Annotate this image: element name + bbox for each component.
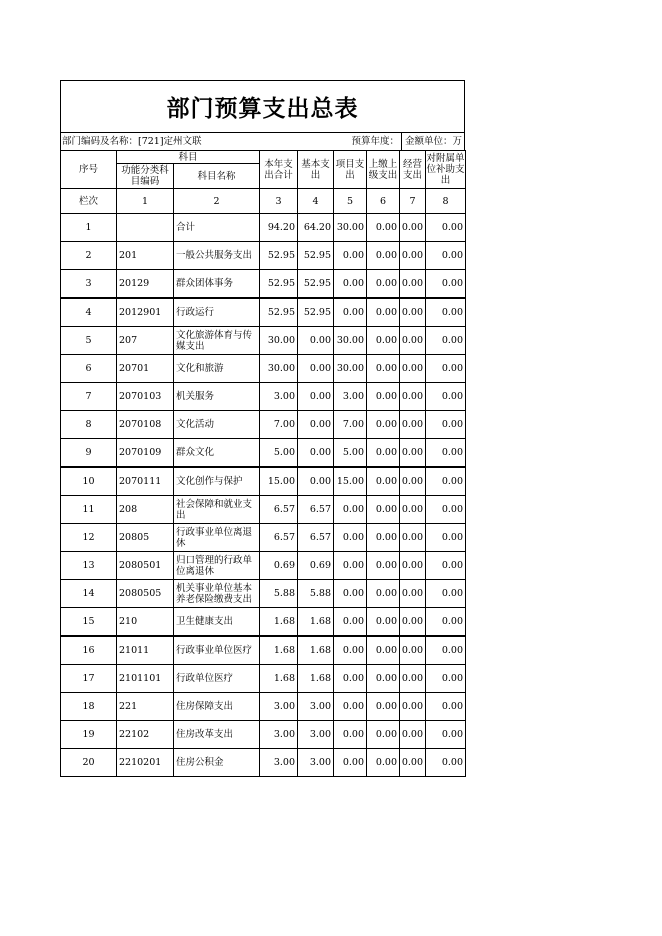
row-seq: 19: [61, 721, 117, 749]
table-row: [61, 355, 466, 383]
row-value: 0.00: [426, 355, 466, 383]
row-value: 30.00: [334, 214, 367, 242]
row-value: 0.00: [334, 608, 367, 637]
header-total: 本年支出合计: [260, 151, 298, 189]
row-value: 0.00: [334, 721, 367, 749]
row-value: 0.00: [367, 298, 400, 327]
page-title: 部门预算支出总表: [166, 95, 359, 122]
row-value: 0.00: [400, 580, 426, 608]
row-code: 20805: [117, 524, 174, 552]
row-value: 0.00: [426, 242, 466, 270]
col-index: 7: [400, 189, 426, 214]
row-value: 0.00: [334, 524, 367, 552]
row-value: 0.00: [367, 327, 400, 355]
table-row: [61, 496, 466, 524]
row-value: 0.00: [400, 270, 426, 299]
row-value: 0.00: [367, 411, 400, 439]
row-value: 0.00: [400, 693, 426, 721]
row-value: 1.68: [260, 665, 298, 693]
row-value: 52.95: [260, 242, 298, 270]
row-value: 64.20: [298, 214, 334, 242]
column-index-row: [61, 189, 466, 214]
row-name: 住房改革支出: [174, 721, 260, 749]
row-name: 行政运行: [174, 298, 260, 327]
row-value: 1.68: [298, 665, 334, 693]
row-value: 0.00: [426, 467, 466, 496]
row-value: 30.00: [334, 355, 367, 383]
row-value: 3.00: [260, 721, 298, 749]
row-value: 0.69: [260, 552, 298, 580]
row-value: 0.00: [400, 552, 426, 580]
dept-label: 部门编码及名称：[721]定州文联: [62, 136, 202, 147]
row-seq: 14: [61, 580, 117, 608]
header-sub: 对附属单位补助支出: [426, 151, 466, 189]
unit-label: 金额单位：万: [405, 136, 463, 147]
row-value: 0.00: [400, 214, 426, 242]
row-value: 5.88: [298, 580, 334, 608]
row-value: 3.00: [260, 383, 298, 411]
row-seq: 6: [61, 355, 117, 383]
row-value: 30.00: [260, 355, 298, 383]
row-value: 0.00: [426, 214, 466, 242]
table-row: [61, 383, 466, 411]
row-value: 0.00: [400, 411, 426, 439]
row-seq: 8: [61, 411, 117, 439]
row-code: 2210201: [117, 749, 174, 777]
row-value: 0.00: [400, 608, 426, 637]
row-value: 6.57: [298, 496, 334, 524]
row-value: 0.00: [367, 439, 400, 468]
row-seq: 12: [61, 524, 117, 552]
row-value: 0.00: [367, 214, 400, 242]
row-value: 3.00: [298, 693, 334, 721]
table-row: [61, 411, 466, 439]
table-row: [61, 665, 466, 693]
row-value: 0.00: [367, 383, 400, 411]
table-row: [61, 608, 466, 637]
row-name: 住房保障支出: [174, 693, 260, 721]
row-value: 0.00: [334, 270, 367, 299]
year-label: 预算年度：: [337, 133, 402, 150]
row-value: 7.00: [334, 411, 367, 439]
row-value: 0.00: [426, 439, 466, 468]
row-value: 0.00: [334, 298, 367, 327]
row-value: 0.00: [298, 355, 334, 383]
table-row: [61, 242, 466, 270]
row-value: 30.00: [260, 327, 298, 355]
table-row: [61, 552, 466, 580]
row-value: 6.57: [298, 524, 334, 552]
table-row: [61, 467, 466, 496]
row-name: 一般公共服务支出: [174, 242, 260, 270]
header-basic: 基本支出: [298, 151, 334, 189]
row-value: 6.57: [260, 496, 298, 524]
row-name: 归口管理的行政单位离退休: [174, 552, 260, 580]
row-name: 行政单位医疗: [174, 665, 260, 693]
expenditure-table: [60, 150, 466, 777]
row-value: 0.00: [298, 383, 334, 411]
table-row: [61, 524, 466, 552]
row-value: 0.00: [298, 411, 334, 439]
row-name: 合计: [174, 214, 260, 242]
row-value: 0.69: [298, 552, 334, 580]
row-name: 文化旅游体育与传媒支出: [174, 327, 260, 355]
row-name: 卫生健康支出: [174, 608, 260, 637]
row-value: 0.00: [400, 327, 426, 355]
row-value: 0.00: [367, 524, 400, 552]
row-value: 6.57: [260, 524, 298, 552]
row-code: 221: [117, 693, 174, 721]
row-seq: 10: [61, 467, 117, 496]
row-code: [117, 214, 174, 242]
row-value: 15.00: [334, 467, 367, 496]
row-seq: 1: [61, 214, 117, 242]
row-value: 0.00: [426, 327, 466, 355]
row-value: 0.00: [426, 693, 466, 721]
row-value: 0.00: [426, 270, 466, 299]
row-value: 0.00: [334, 580, 367, 608]
col-index: 2: [174, 189, 260, 214]
row-code: 2080501: [117, 552, 174, 580]
row-value: 0.00: [426, 636, 466, 665]
table-body: [61, 214, 466, 777]
row-value: 1.68: [298, 608, 334, 637]
row-value: 3.00: [298, 749, 334, 777]
row-name: 文化创作与保护: [174, 467, 260, 496]
row-value: 0.00: [367, 355, 400, 383]
row-seq: 7: [61, 383, 117, 411]
row-code: 2070111: [117, 467, 174, 496]
row-name: 群众团体事务: [174, 270, 260, 299]
row-value: 0.00: [400, 242, 426, 270]
row-value: 52.95: [298, 242, 334, 270]
row-value: 52.95: [298, 270, 334, 299]
row-value: 5.00: [260, 439, 298, 468]
row-value: 30.00: [334, 327, 367, 355]
row-value: 0.00: [426, 580, 466, 608]
row-value: 0.00: [426, 524, 466, 552]
row-value: 5.00: [334, 439, 367, 468]
row-value: 7.00: [260, 411, 298, 439]
row-value: 0.00: [367, 636, 400, 665]
row-value: 0.00: [334, 496, 367, 524]
row-value: 0.00: [400, 467, 426, 496]
row-value: 15.00: [260, 467, 298, 496]
row-value: 0.00: [367, 467, 400, 496]
row-name: 机关服务: [174, 383, 260, 411]
row-value: 52.95: [298, 298, 334, 327]
row-value: 0.00: [400, 496, 426, 524]
row-seq: 11: [61, 496, 117, 524]
table-row: [61, 721, 466, 749]
row-code: 21011: [117, 636, 174, 665]
header-lanci: 栏次: [61, 189, 117, 214]
table-row: [61, 270, 466, 299]
row-seq: 16: [61, 636, 117, 665]
row-code: 20701: [117, 355, 174, 383]
row-code: 2070108: [117, 411, 174, 439]
row-value: 0.00: [334, 636, 367, 665]
row-value: 0.00: [426, 552, 466, 580]
table-row: [61, 298, 466, 327]
row-value: 0.00: [367, 242, 400, 270]
row-name: 行政事业单位离退休: [174, 524, 260, 552]
row-name: 行政事业单位医疗: [174, 636, 260, 665]
row-value: 0.00: [298, 327, 334, 355]
row-value: 0.00: [400, 665, 426, 693]
row-code: 2080505: [117, 580, 174, 608]
row-value: 0.00: [426, 608, 466, 637]
row-value: 3.00: [260, 693, 298, 721]
row-name: 机关事业单位基本养老保险缴费支出: [174, 580, 260, 608]
row-value: 0.00: [426, 665, 466, 693]
col-index: 4: [298, 189, 334, 214]
row-value: 0.00: [400, 636, 426, 665]
row-value: 0.00: [367, 665, 400, 693]
row-value: 0.00: [334, 242, 367, 270]
col-index: 3: [260, 189, 298, 214]
row-seq: 13: [61, 552, 117, 580]
header-subject: 科目: [117, 151, 260, 164]
row-code: 2070109: [117, 439, 174, 468]
row-seq: 17: [61, 665, 117, 693]
header-project: 项目支出: [334, 151, 367, 189]
row-value: 3.00: [298, 721, 334, 749]
row-code: 2101101: [117, 665, 174, 693]
row-value: 0.00: [367, 580, 400, 608]
row-value: 0.00: [426, 383, 466, 411]
title-box: [60, 80, 465, 132]
row-value: 0.00: [400, 524, 426, 552]
row-value: 1.68: [298, 636, 334, 665]
row-name: 文化活动: [174, 411, 260, 439]
row-seq: 4: [61, 298, 117, 327]
row-value: 0.00: [426, 749, 466, 777]
table-row: [61, 749, 466, 777]
header-name: 科目名称: [174, 164, 260, 189]
row-value: 0.00: [367, 721, 400, 749]
row-value: 0.00: [367, 749, 400, 777]
row-value: 0.00: [298, 439, 334, 468]
row-value: 0.00: [400, 749, 426, 777]
row-code: 2012901: [117, 298, 174, 327]
table-row: [61, 214, 466, 242]
row-value: 0.00: [400, 383, 426, 411]
row-value: 0.00: [400, 355, 426, 383]
header-row-1: [61, 151, 466, 164]
row-seq: 9: [61, 439, 117, 468]
header-seq: 序号: [61, 151, 117, 189]
header-code: 功能分类科目编码: [117, 164, 174, 189]
row-value: 0.00: [298, 467, 334, 496]
row-value: 0.00: [400, 439, 426, 468]
row-value: 5.88: [260, 580, 298, 608]
row-value: 0.00: [426, 298, 466, 327]
col-index: 1: [117, 189, 174, 214]
col-index: 6: [367, 189, 400, 214]
row-value: 0.00: [400, 298, 426, 327]
row-value: 0.00: [367, 693, 400, 721]
row-value: 0.00: [334, 552, 367, 580]
row-value: 0.00: [426, 411, 466, 439]
row-code: 207: [117, 327, 174, 355]
row-value: 0.00: [426, 721, 466, 749]
row-value: 1.68: [260, 636, 298, 665]
row-value: 52.95: [260, 298, 298, 327]
row-code: 210: [117, 608, 174, 637]
row-value: 3.00: [260, 749, 298, 777]
table-row: [61, 636, 466, 665]
row-name: 住房公积金: [174, 749, 260, 777]
row-code: 201: [117, 242, 174, 270]
row-seq: 15: [61, 608, 117, 637]
row-seq: 5: [61, 327, 117, 355]
row-name: 文化和旅游: [174, 355, 260, 383]
header-upper: 上缴上级支出: [367, 151, 400, 189]
meta-row: [60, 132, 465, 150]
row-seq: 18: [61, 693, 117, 721]
table-row: [61, 693, 466, 721]
row-value: 0.00: [367, 608, 400, 637]
row-value: 52.95: [260, 270, 298, 299]
table-row: [61, 439, 466, 468]
table-row: [61, 327, 466, 355]
row-value: 0.00: [334, 665, 367, 693]
row-value: 0.00: [367, 496, 400, 524]
row-value: 0.00: [334, 693, 367, 721]
budget-sheet: [60, 80, 465, 777]
row-name: 社会保障和就业支出: [174, 496, 260, 524]
row-value: 94.20: [260, 214, 298, 242]
row-code: 2070103: [117, 383, 174, 411]
table-row: [61, 580, 466, 608]
row-value: 0.00: [334, 749, 367, 777]
row-value: 1.68: [260, 608, 298, 637]
row-value: 3.00: [334, 383, 367, 411]
col-index: 8: [426, 189, 466, 214]
row-value: 0.00: [367, 270, 400, 299]
row-seq: 2: [61, 242, 117, 270]
row-code: 208: [117, 496, 174, 524]
col-index: 5: [334, 189, 367, 214]
header-oper: 经营支出: [400, 151, 426, 189]
row-seq: 3: [61, 270, 117, 299]
row-code: 22102: [117, 721, 174, 749]
row-value: 0.00: [426, 496, 466, 524]
row-value: 0.00: [400, 721, 426, 749]
row-name: 群众文化: [174, 439, 260, 468]
row-seq: 20: [61, 749, 117, 777]
row-code: 20129: [117, 270, 174, 299]
row-value: 0.00: [367, 552, 400, 580]
